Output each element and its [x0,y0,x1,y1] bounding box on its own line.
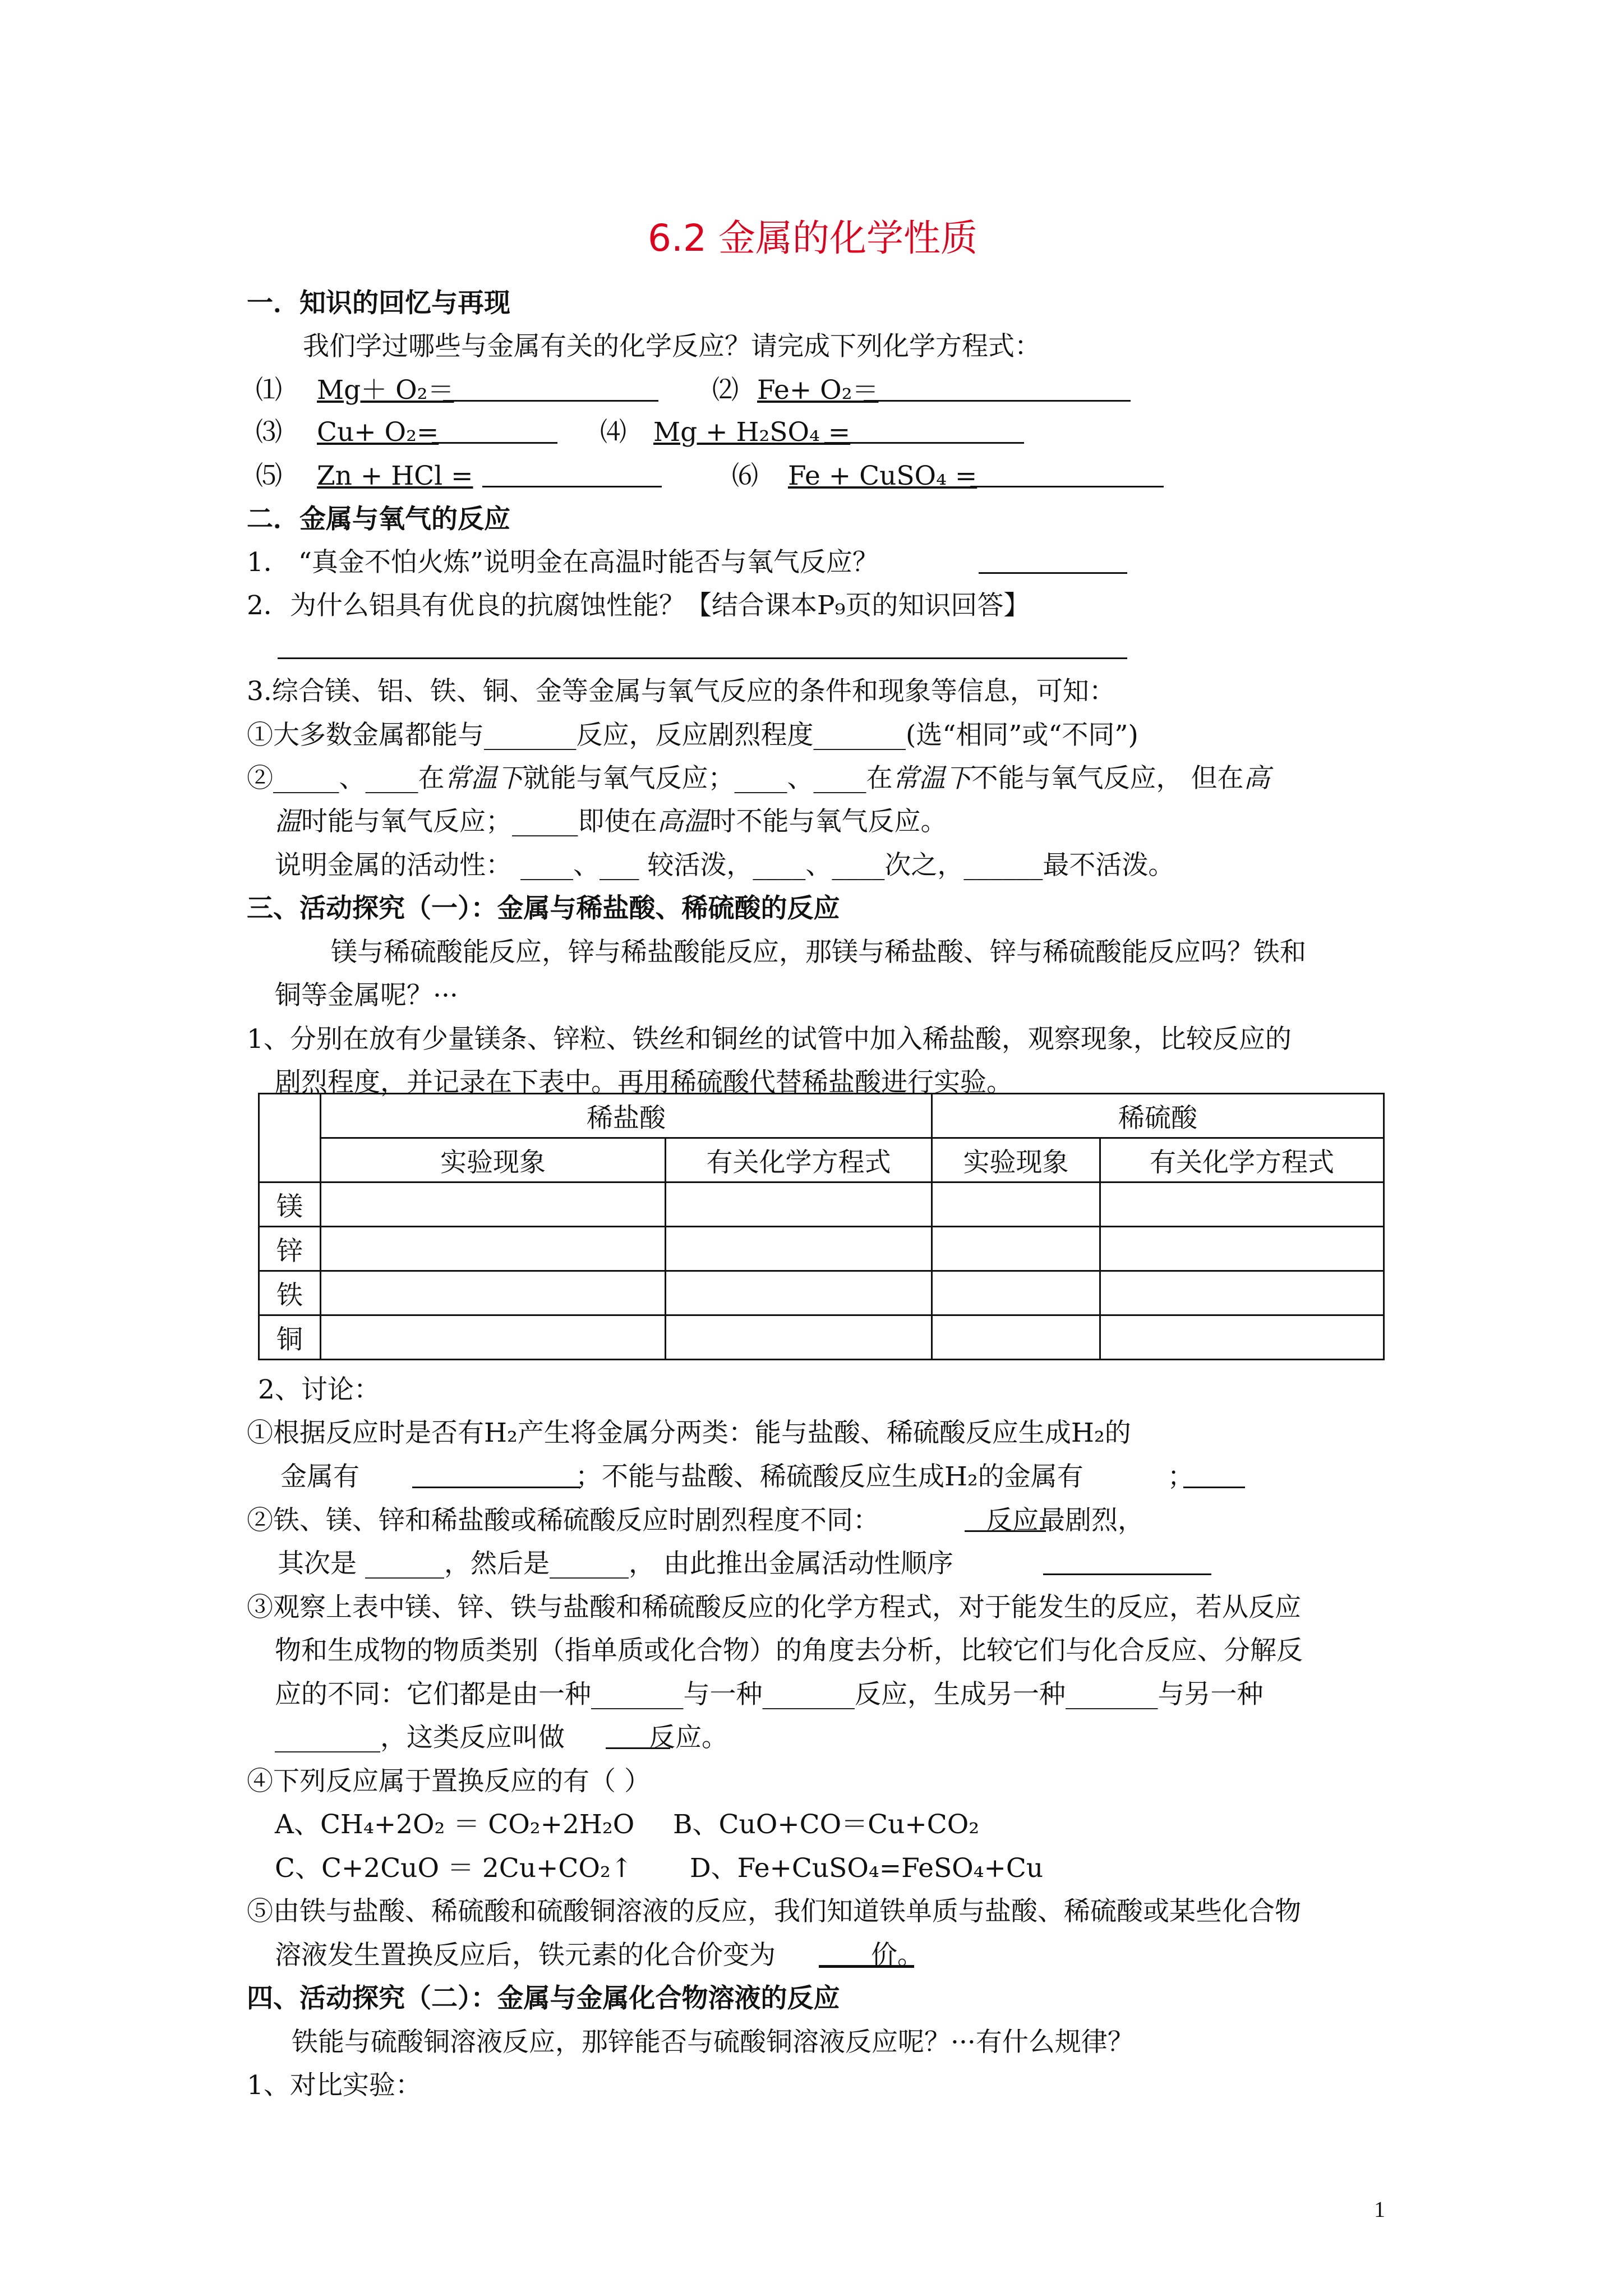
question-1: 1． “真金不怕火炼”说明金在高温时能否与氧气反应？ [247,547,879,578]
page-number: 1 [1374,2197,1385,2222]
q3b-part-3: 就能与氧气反应；____、____在 [523,763,893,794]
d3-underline [606,1747,670,1749]
section-3-intro-line-1: 镁与稀硫酸能反应，锌与稀盐酸能反应，那镁与稀盐酸、锌与稀硫酸能反应吗？铁和 [331,937,1306,968]
equation-3-number: ⑶ [256,417,282,448]
page-title: 6.2 金属的化学性质 [648,217,978,260]
question-2-answer-line[interactable] [278,657,1127,659]
answer-cell[interactable] [932,1227,1100,1271]
equation-2-number: ⑵ [712,375,739,406]
row-label-fe: 铁 [259,1271,321,1315]
question-3d: 说明金属的活动性： ____、___ 较活泼，____、____次之，______最不活泼。 [275,850,1175,881]
answer-cell[interactable] [321,1182,666,1227]
equation-6-blank[interactable] [970,486,1164,487]
table-row [259,1182,1384,1227]
d2-part-1: ②铁、镁、锌和稀盐酸或稀硫酸反应时剧烈程度不同： [247,1505,879,1536]
discussion-heading: 2、讨论： [258,1374,380,1405]
question-1-blank[interactable] [979,572,1127,574]
d1-underline-2 [1183,1487,1245,1488]
answer-cell[interactable] [666,1271,932,1315]
q3c-part-2: 时能与氧气反应；_____即使在 [301,806,657,837]
equation-4: Mg + H₂SO₄ = [653,417,851,448]
q3b-italic-1: 常温下 [444,763,524,794]
header-observation-hcl: 实验现象 [321,1138,666,1182]
header-equation-hcl: 有关化学方程式 [666,1138,932,1182]
answer-cell[interactable] [1100,1315,1384,1360]
header-observation-h2so4: 实验现象 [932,1138,1100,1182]
table-corner-cell [259,1094,321,1182]
equation-3-blank[interactable] [432,442,557,444]
section-4-heading: 四、活动探究（二）：金属与金属化合物溶液的反应 [247,1983,840,2014]
d3-part-2: 反应。 [649,1722,728,1753]
discussion-3-line-1: ③观察上表中镁、锌、铁与盐酸和稀硫酸反应的化学方程式，对于能发生的反应，若从反应 [247,1592,1301,1623]
equation-4-number: ⑷ [600,417,626,448]
answer-cell[interactable] [321,1315,666,1360]
equation-5: Zn + HCl = [317,461,473,491]
answer-cell[interactable] [1100,1227,1384,1271]
section-3-intro-line-2: 铜等金属呢？··· [275,980,458,1011]
answer-cell[interactable] [321,1227,666,1271]
d2-part-2: 反应最剧烈， [986,1505,1144,1536]
question-3c [275,806,947,838]
d1-part-3: ； [1167,1461,1194,1492]
equation-1-number: ⑴ [256,375,282,406]
equation-2: Fe+ O₂＝ [757,375,879,406]
d1-part-2: ；不能与盐酸、稀硫酸反应生成H₂的金属有 [567,1461,1083,1492]
answer-cell[interactable] [932,1315,1100,1360]
row-label-mg: 镁 [259,1182,321,1227]
discussion-4: ④下列反应属于置换反应的有（ ） [247,1766,651,1797]
q3c-italic-1: 温 [275,806,301,837]
table-row [259,1271,1384,1315]
answer-cell[interactable] [321,1271,666,1315]
equation-5-number: ⑸ [256,461,282,491]
equation-1-blank[interactable] [443,400,658,402]
question-3a: ①大多数金属都能与_______反应，反应剧烈程度_______(选“相同”或“不同”) [247,720,1138,751]
answer-cell[interactable] [666,1227,932,1271]
equation-6: Fe + CuSO₄ = [788,461,978,491]
row-label-cu: 铜 [259,1315,321,1360]
question-2: 2．为什么铝具有优良的抗腐蚀性能？【结合课本P₉页的知识回答】 [247,590,1030,621]
d1-underline-1 [412,1487,580,1488]
option-c: C、C+2CuO ＝ 2Cu+CO₂↑ [275,1853,633,1884]
question-3: 3.综合镁、铝、铁、铜、金等金属与氧气反应的条件和现象等信息，可知： [247,676,1115,707]
equation-6-number: ⑹ [732,461,758,491]
experiment-table [258,1093,1385,1360]
d1-part-1: 金属有 [280,1461,359,1492]
answer-cell[interactable] [932,1182,1100,1227]
table-row [259,1315,1384,1360]
equation-5-blank[interactable] [482,486,662,487]
q3c-italic-2: 高温 [657,806,710,837]
row-label-zn: 锌 [259,1227,321,1271]
discussion-5-line-1: ⑤由铁与盐酸、稀硫酸和硫酸铜溶液的反应，我们知道铁单质与盐酸、稀硫酸或某些化合物 [247,1896,1301,1927]
d2-underline [965,1530,1046,1532]
d3-part-1: ________，这类反应叫做 [275,1722,565,1753]
equation-4-blank[interactable] [824,442,1024,444]
equation-3: Cu+ O₂= [317,417,439,448]
equation-1: Mg＋ O₂＝ [317,375,454,406]
section-1-heading: 一．知识的回忆与再现 [247,288,510,319]
answer-cell[interactable] [666,1315,932,1360]
d5-part-2: 价。 [871,1940,924,1971]
answer-cell[interactable] [1100,1182,1384,1227]
equation-2-blank[interactable] [864,400,1131,402]
question-3b [247,763,1270,794]
q3b-italic-3: 高 [1243,763,1270,794]
discussion-3-line-3: 应的不同：它们都是由一种_______与一种_______反应，生成另一种_______与另一种 [275,1679,1264,1710]
option-b: B、CuO+CO＝Cu+CO₂ [673,1809,980,1840]
answer-cell[interactable] [932,1271,1100,1315]
discussion-1-line-1: ①根据反应时是否有H₂产生将金属分两类：能与盐酸、稀硫酸反应生成H₂的 [247,1418,1131,1448]
d2-order-blank[interactable] [1043,1573,1211,1575]
q3b-italic-2: 常温下 [892,763,972,794]
section-1-intro: 我们学过哪些与金属有关的化学反应？请完成下列化学方程式： [303,331,1041,362]
d5-underline [819,1965,914,1968]
section-4-intro: 铁能与硫酸铜溶液反应，那锌能否与硫酸铜溶液反应呢？···有什么规律？ [292,2027,1134,2058]
discussion-3-line-2: 物和生成物的物质类别（指单质或化合物）的角度去分析，比较它们与化合反应、分解反 [275,1635,1303,1666]
section-3-heading: 三、活动探究（一）：金属与稀盐酸、稀硫酸的反应 [247,893,840,924]
section-4-task: 1、对比实验： [247,2070,422,2101]
header-dilute-h2so4: 稀硫酸 [932,1094,1384,1138]
header-dilute-hcl: 稀盐酸 [321,1094,932,1138]
answer-cell[interactable] [1100,1271,1384,1315]
section-3-task-line-2: 剧烈程度，并记录在下表中。再用稀硫酸代替稀盐酸进行实验。 [275,1067,1013,1098]
option-a: A、CH₄+2O₂ ＝ CO₂+2H₂O [275,1809,635,1840]
section-3-task-line-1: 1、分别在放有少量镁条、锌粒、铁丝和铜丝的试管中加入稀盐酸，观察现象，比较反应的 [247,1024,1292,1055]
d5-part-1: 溶液发生置换反应后，铁元素的化合价变为 [275,1940,776,1971]
header-equation-h2so4: 有关化学方程式 [1100,1138,1384,1182]
discussion-2-line-2: 其次是 ______，然后是______， 由此推出金属活动性顺序 [278,1548,953,1579]
q3c-part-4: 时不能与氧气反应。 [709,806,947,837]
answer-cell[interactable] [666,1182,932,1227]
q3b-part-5: 不能与氧气反应， 但在 [971,763,1244,794]
table-row [259,1227,1384,1271]
option-d: D、Fe+CuSO₄=FeSO₄+Cu [690,1853,1044,1884]
q3b-part-1: ②_____、____在 [247,763,445,794]
section-2-heading: 二．金属与氧气的反应 [247,504,510,535]
